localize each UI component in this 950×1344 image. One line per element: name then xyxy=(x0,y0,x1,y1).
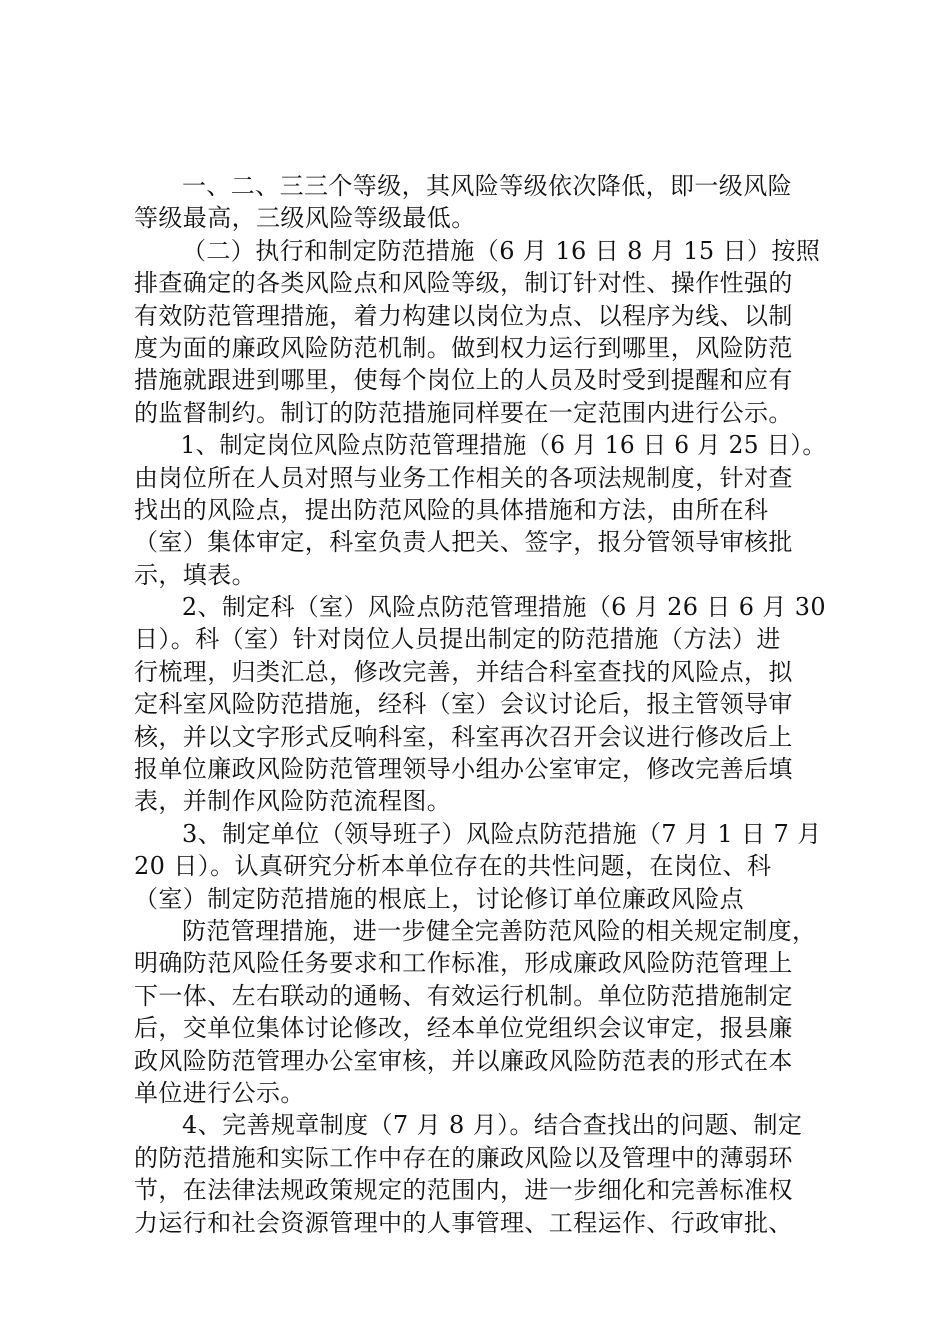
text-line: 示，填表。 xyxy=(134,560,256,589)
text-line: 排查确定的各类风险点和风险等级，制订针对性、操作性强的 xyxy=(134,269,793,298)
text-line: （二）执行和制定防范措施（6 月 16 日 8 月 15 日）按照 xyxy=(182,236,821,265)
text-line: 4、完善规章制度（7 月 8 月）。结合查找出的问题、制定 xyxy=(182,1111,803,1140)
text-line: 政风险防范管理办公室审核，并以廉政风险防范表的形式在本 xyxy=(134,1046,793,1075)
text-line: 行梳理，归类汇总，修改完善，并结合科室查找的风险点，拟 xyxy=(134,657,793,686)
text-line: 一、二、三三个等级，其风险等级依次降低，即一级风险 xyxy=(182,172,792,200)
text-line: 表，并制作风险防范流程图。 xyxy=(134,787,452,816)
text-line: 度为面的廉政风险防范机制。做到权力运行到哪里，风险防范 xyxy=(134,333,793,362)
text-line: 日）。科（室）针对岗位人员提出制定的防范措施（方法）进 xyxy=(134,625,781,654)
text-line: 2、制定科（室）风险点防范管理措施（6 月 26 日 6 月 30 xyxy=(181,593,826,622)
text-line: 下一体、左右联动的通畅、有效运行机制。单位防范措施制定 xyxy=(134,981,793,1010)
text-line: 等级最高，三级风险等级最低。 xyxy=(134,204,476,233)
text-line: 单位进行公示。 xyxy=(134,1078,305,1107)
text-line: 的防范措施和实际工作中存在的廉政风险以及管理中的薄弱环 xyxy=(134,1143,793,1172)
text-line: 力运行和社会资源管理中的人事管理、工程运作、行政审批、 xyxy=(134,1208,793,1237)
text-line: 有效防范管理措施，着力构建以岗位为点、以程序为线、以制 xyxy=(134,301,793,330)
text-line: 防范管理措施，进一步健全完善防范风险的相关规定制度， xyxy=(182,916,817,945)
text-line: 节，在法律法规政策规定的范围内，进一步细化和完善标准权 xyxy=(134,1176,793,1205)
text-line: 1、制定岗位风险点防范管理措施（6 月 16 日 6 月 25 日）。 xyxy=(180,431,827,460)
text-line: 20 日）。认真研究分析本单位存在的共性问题，在岗位、科 xyxy=(134,852,772,881)
text-line: 定科室风险防范措施，经科（室）会议讨论后，报主管领导审 xyxy=(134,690,793,719)
text-line: 明确防范风险任务要求和工作标准，形成廉政风险防范管理上 xyxy=(134,949,793,978)
text-line: 的监督制约。制订的防范措施同样要在一定范围内进行公示。 xyxy=(134,398,793,427)
text-line: 报单位廉政风险防范管理领导小组办公室审定，修改完善后填 xyxy=(134,755,793,784)
text-line: 3、制定单位（领导班子）风险点防范措施（7 月 1 日 7 月 xyxy=(182,819,822,848)
text-line: 后，交单位集体讨论修改，经本单位党组织会议审定，报县廉 xyxy=(134,1014,793,1043)
document-body xyxy=(134,170,827,1239)
text-line: （室）制定防范措施的根底上，讨论修订单位廉政风险点 xyxy=(134,884,744,913)
text-line: 找出的风险点，提出防范风险的具体措施和方法，由所在科 xyxy=(134,495,769,524)
text-line: （室）集体审定，科室负责人把关、签字，报分管领导审核批 xyxy=(134,528,793,557)
text-line: 措施就跟进到哪里，使每个岗位上的人员及时受到提醒和应有 xyxy=(134,366,793,395)
text-line: 核，并以文字形式反响科室，科室再次召开会议进行修改后上 xyxy=(134,722,793,751)
text-line: 由岗位所在人员对照与业务工作相关的各项法规制度，针对查 xyxy=(134,463,793,492)
